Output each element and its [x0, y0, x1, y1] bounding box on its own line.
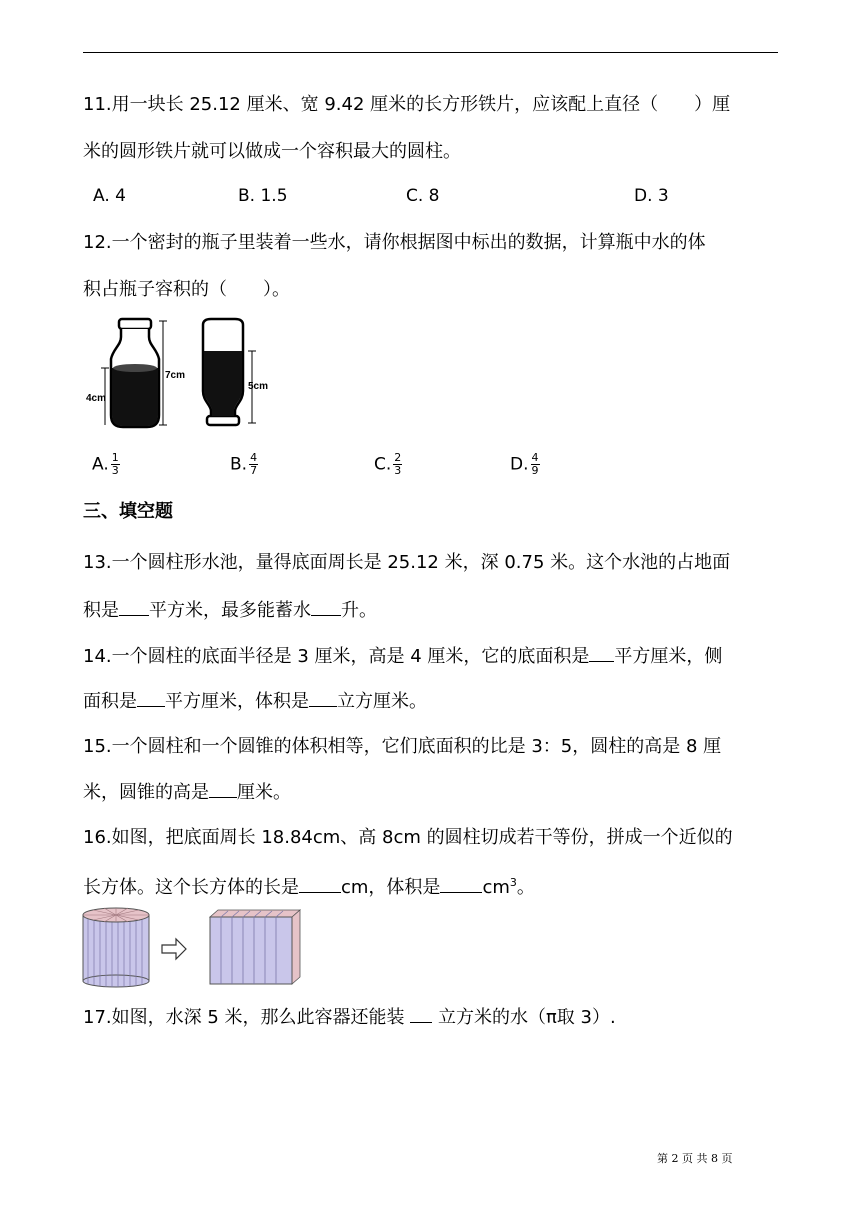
text-segment: 立方厘米。 — [337, 691, 427, 712]
answer-blank[interactable] — [137, 688, 165, 707]
superscript: 3 — [509, 876, 517, 889]
q12-option-c-letter: C. — [374, 454, 392, 475]
q16-line1: 16.如图，把底面周长 18.84cm、高 8cm 的圆柱切成若干等份，拼成一个近似的 — [83, 827, 733, 848]
q12-option-b-letter: B. — [230, 454, 248, 475]
q11-line2: 米的圆形铁片就可以做成一个容积最大的圆柱。 — [83, 141, 461, 162]
q15-line1: 15.一个圆柱和一个圆锥的体积相等，它们底面积的比是 3：5，圆柱的高是 8 厘 — [83, 736, 722, 757]
fraction-denominator: 3 — [394, 464, 402, 477]
bottle-figure — [85, 315, 285, 440]
text-segment: 平方米，最多能蓄水 — [149, 600, 311, 621]
fraction-denominator: 9 — [531, 464, 539, 477]
q11-option-d: D. 3 — [634, 186, 669, 206]
q14-line2 — [83, 688, 427, 715]
text-segment: 立方米的水（π取 3）. — [432, 1007, 616, 1028]
fraction-denominator: 7 — [250, 464, 258, 477]
text-segment: 平方厘米，体积是 — [165, 691, 309, 712]
text-segment: 17.如图，水深 5 米，那么此容器还能装 — [83, 1007, 411, 1028]
answer-blank[interactable] — [309, 688, 337, 707]
q12-line1: 12.一个密封的瓶子里装着一些水，请你根据图中标出的数据，计算瓶中水的体 — [83, 232, 706, 253]
fraction-numerator: 4 — [250, 451, 258, 464]
q14-line1 — [83, 643, 722, 670]
answer-blank[interactable] — [119, 597, 149, 616]
answer-blank[interactable] — [209, 779, 237, 798]
cuboid — [210, 910, 300, 984]
text-segment: 面积是 — [83, 691, 137, 712]
q17-line — [83, 1004, 616, 1031]
label-7cm: 7cm — [165, 370, 186, 381]
q11-line1: 11.用一块长 25.12 厘米、宽 9.42 厘米的长方形铁片，应该配上直径（ ）厘 — [83, 94, 731, 115]
fraction-numerator: 2 — [394, 451, 402, 464]
label-4cm: 4cm — [86, 393, 107, 404]
q13-line2 — [83, 597, 377, 624]
fraction-denominator: 3 — [111, 464, 119, 477]
text-segment: 平方厘米，侧 — [614, 646, 723, 667]
q12-option-b-fraction — [249, 452, 258, 477]
q12-option-c-fraction — [393, 452, 402, 477]
label-5cm: 5cm — [248, 381, 269, 392]
arrow-right-icon — [162, 939, 186, 959]
q12-option-d — [510, 452, 540, 477]
q12-option-a-fraction — [111, 452, 120, 477]
q16-line2 — [83, 870, 535, 901]
q12-option-a — [92, 452, 120, 477]
text-segment: 升。 — [341, 600, 377, 621]
cylinder — [83, 908, 149, 987]
cylinder-to-cuboid-figure — [80, 905, 310, 990]
fraction-numerator: 1 — [111, 451, 119, 464]
fraction-numerator: 4 — [531, 451, 539, 464]
q12-option-d-fraction — [531, 452, 540, 477]
text-segment: 14.一个圆柱的底面半径是 3 厘米，高是 4 厘米，它的底面积是 — [83, 646, 590, 667]
q12-option-b — [230, 452, 258, 477]
text-segment: 。 — [516, 877, 535, 898]
q12-option-c — [374, 452, 402, 477]
text-segment: 厘米。 — [237, 782, 291, 803]
q13-line1: 13.一个圆柱形水池，量得底面周长是 25.12 米，深 0.75 米。这个水池的占地面 — [83, 552, 731, 573]
q11-option-b: B. 1.5 — [238, 186, 288, 206]
q12-line2: 积占瓶子容积的（ ）。 — [83, 279, 290, 300]
q11-option-c: C. 8 — [406, 186, 440, 206]
q12-option-a-letter: A. — [92, 454, 109, 475]
text-segment: 长方体。这个长方体的长是 — [83, 877, 299, 898]
inverted-bottle — [203, 319, 268, 425]
answer-blank[interactable] — [410, 1004, 432, 1023]
page-number: 第 2 页 共 8 页 — [657, 1152, 733, 1165]
text-segment: cm，体积是 — [341, 877, 441, 898]
text-segment: cm — [482, 877, 510, 898]
text-segment: 米，圆锥的高是 — [83, 782, 209, 803]
answer-blank[interactable] — [440, 874, 482, 893]
answer-blank[interactable] — [311, 597, 341, 616]
answer-blank[interactable] — [589, 643, 614, 662]
text-segment: 积是 — [83, 600, 119, 621]
q15-line2 — [83, 779, 291, 806]
q11-option-a: A. 4 — [93, 186, 126, 206]
header-rule — [83, 52, 778, 53]
section-heading: 三、填空题 — [83, 501, 173, 522]
answer-blank[interactable] — [299, 874, 341, 893]
q12-option-d-letter: D. — [510, 454, 529, 475]
upright-bottle — [86, 319, 185, 427]
